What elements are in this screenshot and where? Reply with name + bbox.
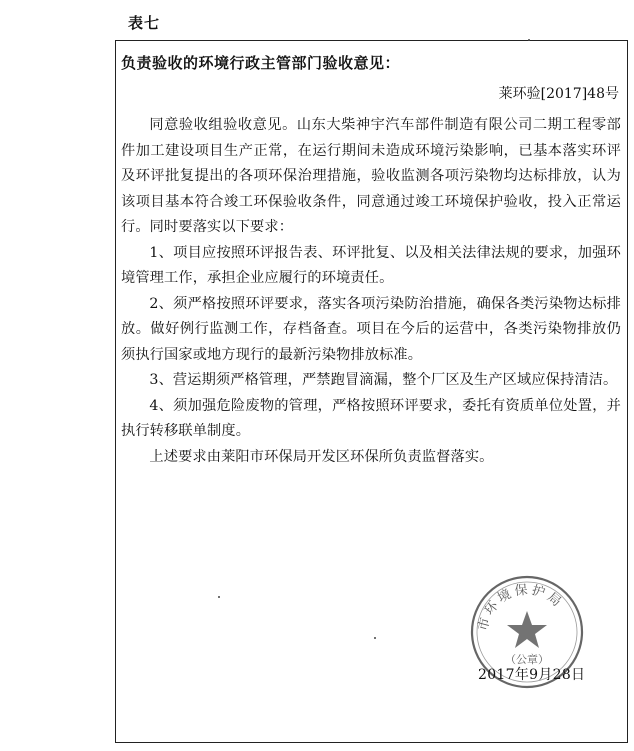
seal-arc-text: 市环境保护局 (475, 582, 566, 633)
approval-date: 2017年9月28日 (478, 667, 586, 683)
scan-speck (528, 39, 530, 41)
opinion-body (121, 113, 621, 470)
section-heading: 负责验收的环境行政主管部门验收意见： (121, 54, 401, 72)
scan-speck (218, 596, 220, 598)
document-number: 莱环验[2017]48号 (498, 86, 619, 102)
requirement-4: 4、须加强危险废物的管理，严格按照环评要求，委托有资质单位处置，并执行转移联单制度。 (121, 397, 621, 439)
requirement-1: 1、项目应按照环评报告表、环评批复、以及相关法律法规的要求，加强环境管理工作，承担企业应履行的环境责任。 (121, 244, 621, 286)
seal-star-icon (507, 611, 547, 648)
scan-speck (374, 637, 376, 639)
opinion-table (115, 40, 628, 743)
paragraph-intro: 同意验收组验收意见。山东大柴神宇汽车部件制造有限公司二期工程零部件加工建设项目生产正常，在运行期间未造成环境污染影响，已基本落实环评及环评批复提出的各项环保治理措施，验收监测各项污染物均达标排放，认为该项目基本符合竣工环保验收条件，同意通过竣工环境保护验收，投入正常运行。同时要落实以下要求： (121, 117, 621, 235)
requirement-2: 2、须严格按照环评要求，落实各项污染防治措施，确保各类污染物达标排放。做好例行监测工作，存档备查。项目在今后的运营中，各类污染物排放仍须执行国家或地方现行的最新污染物排放标准。 (121, 295, 621, 363)
seal-center-text: （公章） (505, 653, 549, 666)
svg-text:市环境保护局 (476, 582, 566, 632)
table-label: 表七 (128, 14, 161, 32)
supervision-note: 上述要求由莱阳市环保局开发区环保所负责监督落实。 (149, 448, 494, 465)
requirement-3: 3、营运期须严格管理，严禁跑冒滴漏，整个厂区及生产区域应保持清洁。 (149, 372, 618, 388)
